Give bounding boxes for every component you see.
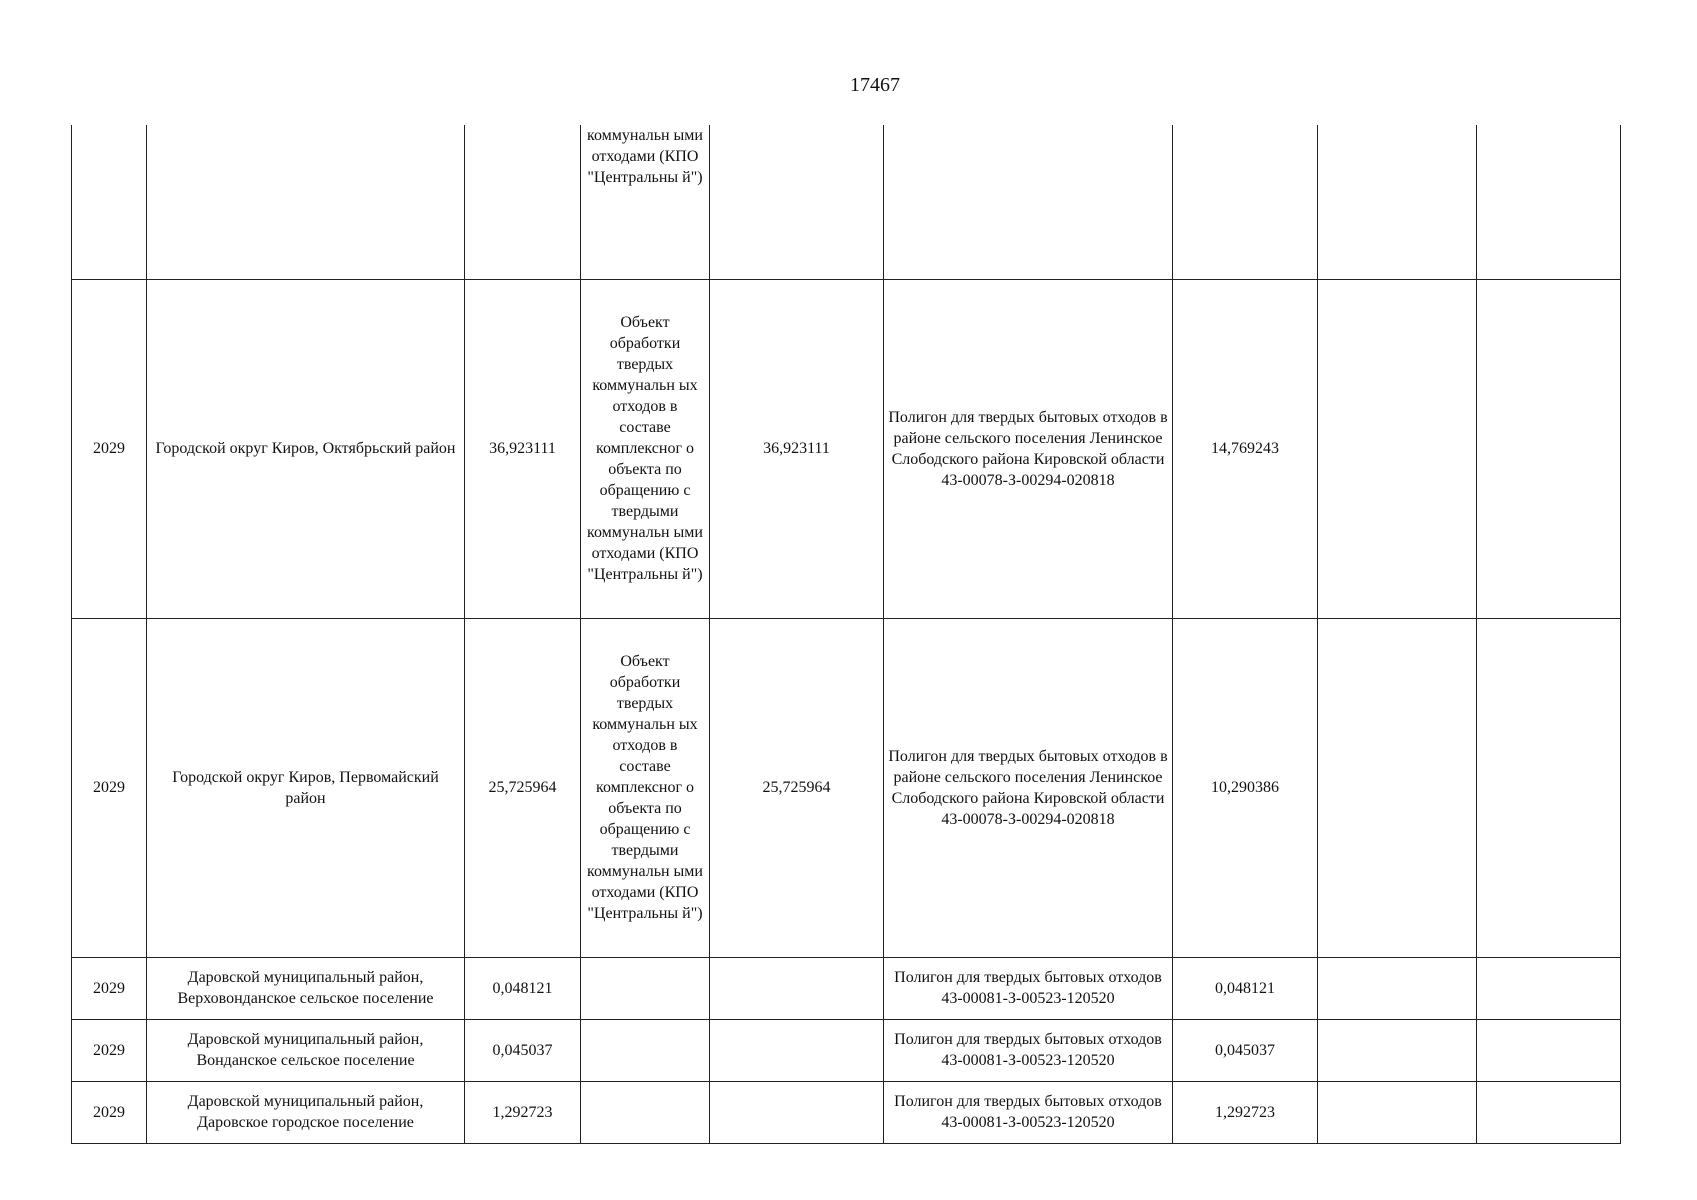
territory-cell: Городской округ Киров, Октябрьский район [147,279,465,618]
empty-cell [1477,1081,1621,1143]
amount-cell: 36,923111 [465,279,581,618]
disposal-facility-cell: Полигон для твердых бытовых отходов 43-00081-З-00523-120520 [884,957,1173,1019]
empty-cell [1318,957,1477,1019]
empty-cell [1318,279,1477,618]
territory-cell: Даровской муниципальный район, Даровское городское поселение [147,1081,465,1143]
disposal-amount-cell: 0,048121 [1173,957,1318,1019]
year-cell: 2029 [72,618,147,957]
processing-facility-cell: Объект обработки твердых коммунальн ых отходов в составе комплексног о объекта по обращению с твердыми коммунальн ыми отходами (КПО "Центральны й") [581,279,710,618]
year-cell: 2029 [72,279,147,618]
processing-facility-cell [581,1019,710,1081]
table-row [72,618,1621,957]
disposal-facility-cell: Полигон для твердых бытовых отходов в районе сельского поселения Ленинское Слободского района Кировской области 43-00078-З-00294-020818 [884,279,1173,618]
disposal-amount-cell: 1,292723 [1173,1081,1318,1143]
territory-cell: Городской округ Киров, Первомайский район [147,618,465,957]
empty-cell [1477,618,1621,957]
disposal-facility-cell: Полигон для твердых бытовых отходов в районе сельского поселения Ленинское Слободского района Кировской области 43-00078-З-00294-020818 [884,618,1173,957]
amount-cell: 25,725964 [465,618,581,957]
empty-cell [1318,1019,1477,1081]
empty-cell [1318,1081,1477,1143]
amount-cell: 0,045037 [465,1019,581,1081]
empty-cell [1477,125,1621,279]
disposal-amount-cell: 10,290386 [1173,618,1318,957]
territory-cell: Даровской муниципальный район, Верховонданское сельское поселение [147,957,465,1019]
empty-cell [1477,957,1621,1019]
table-row [72,1019,1621,1081]
amount-cell: 1,292723 [465,1081,581,1143]
processing-amount-cell [710,125,884,279]
disposal-facility-cell: Полигон для твердых бытовых отходов 43-00081-З-00523-120520 [884,1019,1173,1081]
territory-cell [147,125,465,279]
amount-cell [465,125,581,279]
disposal-facility-cell [884,125,1173,279]
disposal-amount-cell [1173,125,1318,279]
empty-cell [1318,618,1477,957]
disposal-facility-cell: Полигон для твердых бытовых отходов 43-00081-З-00523-120520 [884,1081,1173,1143]
year-cell: 2029 [72,1081,147,1143]
processing-amount-cell [710,957,884,1019]
table-row [72,279,1621,618]
processing-amount-cell: 36,923111 [710,279,884,618]
territory-cell: Даровской муниципальный район, Вонданское сельское поселение [147,1019,465,1081]
table-row [72,1081,1621,1143]
year-cell: 2029 [72,1019,147,1081]
table-row [72,957,1621,1019]
waste-flow-table [71,125,1621,1144]
processing-amount-cell: 25,725964 [710,618,884,957]
processing-facility-cell [581,957,710,1019]
page-number: 17467 [850,74,900,96]
processing-amount-cell [710,1081,884,1143]
disposal-amount-cell: 0,045037 [1173,1019,1318,1081]
processing-facility-cell: Объект обработки твердых коммунальн ых отходов в составе комплексног о объекта по обращению с твердыми коммунальн ыми отходами (КПО "Центральны й") [581,618,710,957]
table-row [72,125,1621,279]
disposal-amount-cell: 14,769243 [1173,279,1318,618]
year-cell: 2029 [72,957,147,1019]
processing-facility-cell [581,1081,710,1143]
amount-cell: 0,048121 [465,957,581,1019]
processing-facility-cell: коммунальн ыми отходами (КПО "Центральны й") [581,125,710,279]
processing-amount-cell [710,1019,884,1081]
empty-cell [1477,279,1621,618]
year-cell [72,125,147,279]
empty-cell [1318,125,1477,279]
empty-cell [1477,1019,1621,1081]
